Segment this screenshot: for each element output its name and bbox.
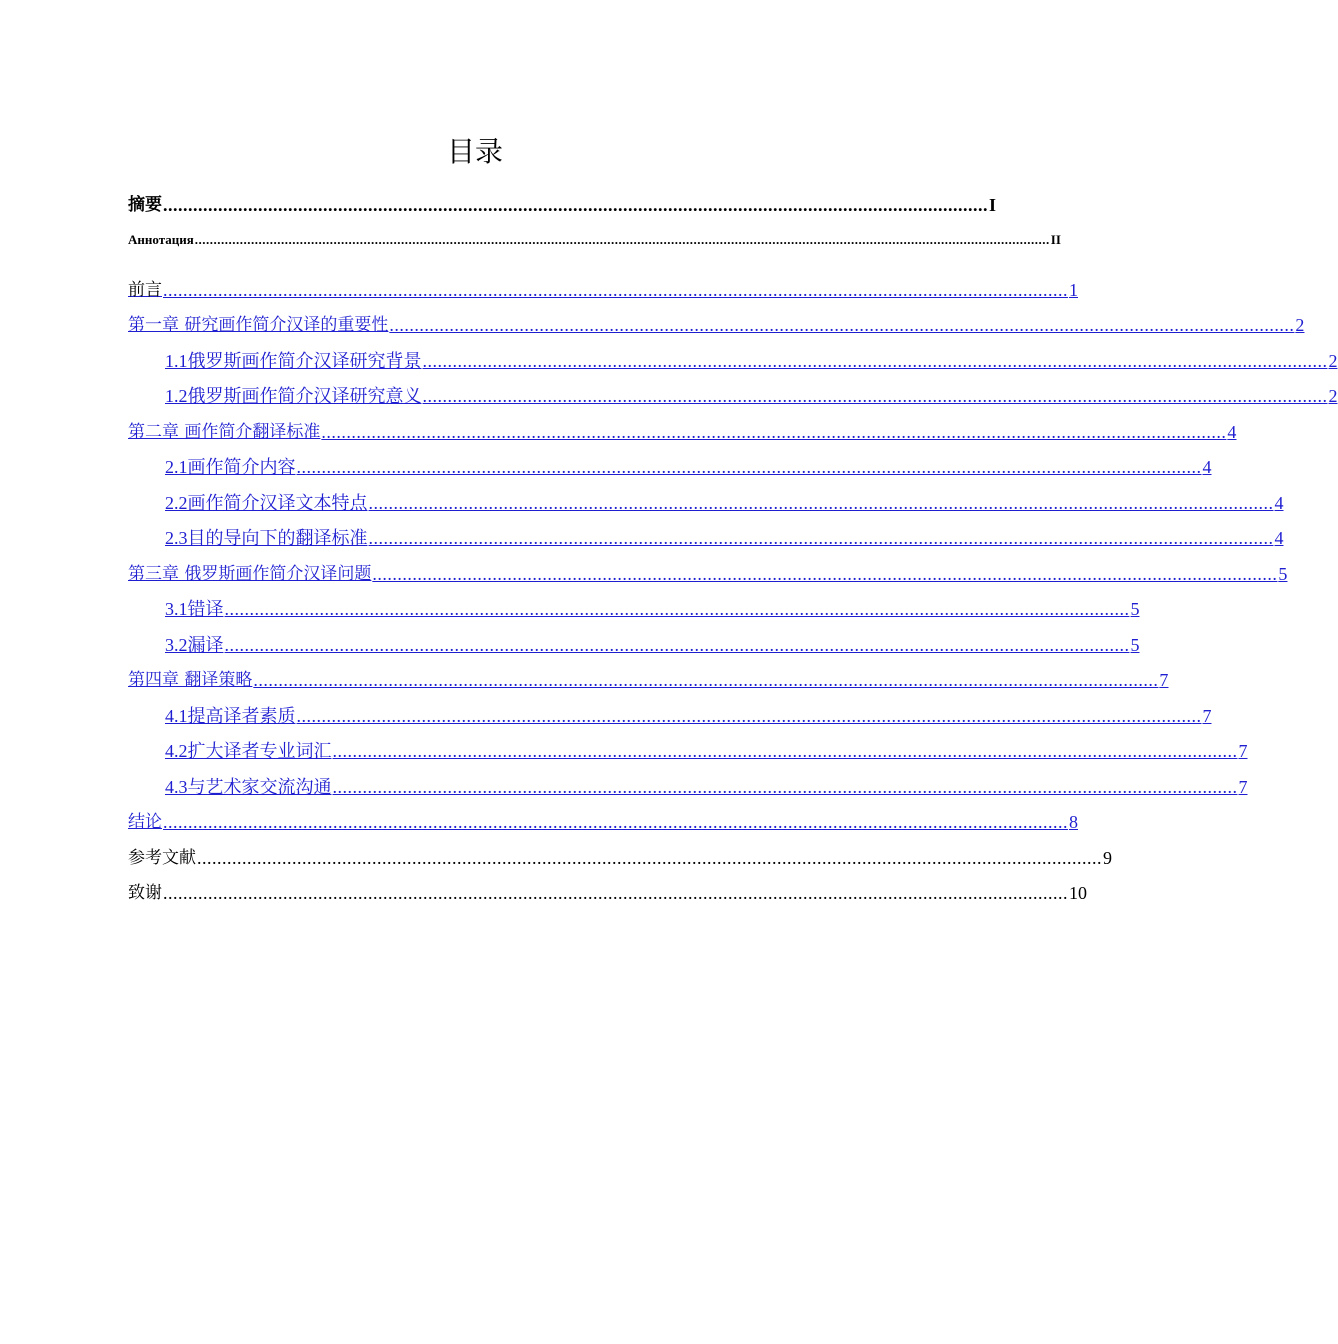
toc-leader: ..................................................................................................................................................................................... — [422, 386, 1328, 406]
toc-entry-label: 错译 — [187, 599, 224, 619]
toc-page-number: 2 — [1328, 386, 1338, 406]
toc-entry-preface[interactable] — [128, 275, 1078, 301]
toc-leader: ..................................................................................................................................................................................... — [197, 848, 1102, 868]
toc-page-number: 4 — [1202, 457, 1212, 477]
toc-page-number: 7 — [1238, 777, 1248, 797]
toc-leader: ..................................................................................................................................................................................... — [163, 883, 1068, 903]
toc-entry-label: 提高译者素质 — [187, 706, 296, 726]
toc-entry-conclusion[interactable] — [128, 807, 1078, 833]
toc-entry-label: 目的导向下的翻译标准 — [187, 528, 368, 548]
toc-entry-label: 参考文献 — [128, 848, 196, 868]
toc-leader: ..................................................................................................................................................................................... — [422, 351, 1328, 371]
toc-entry-section-1-1[interactable] — [165, 346, 1338, 372]
toc-page-number: II — [1050, 232, 1061, 247]
toc-entry-number: 2.2 — [165, 493, 188, 513]
toc-leader: ..................................................................................................................................................................................... — [321, 422, 1227, 442]
toc-leader: ..................................................................................................................................................................................... — [389, 315, 1295, 335]
toc-page-number: 9 — [1103, 848, 1112, 868]
toc-entry-chapter-1[interactable] — [128, 310, 1305, 336]
toc-entry-label: 结论 — [128, 812, 162, 832]
toc-entry-label: 前言 — [128, 280, 162, 300]
toc-entry-label: 扩大译者专业词汇 — [187, 741, 332, 761]
toc-leader: ..................................................................................................................................................................................... — [253, 670, 1159, 690]
toc-title: 目录 — [446, 135, 503, 168]
toc-entry-label: 第三章 俄罗斯画作简介汉译问题 — [128, 564, 372, 584]
toc-leader: ..................................................................................................................................................................................... — [296, 457, 1202, 477]
toc-page-number: 4 — [1274, 493, 1284, 513]
toc-page-number: 2 — [1328, 351, 1338, 371]
toc-page-number: 7 — [1159, 670, 1169, 690]
toc-entry-section-4-1[interactable] — [165, 701, 1212, 727]
toc-leader: ..................................................................................................................................................................................... — [368, 528, 1274, 548]
toc-leader: ..................................................................................................................................................................................... — [163, 280, 1068, 300]
toc-entry-section-2-3[interactable] — [165, 523, 1284, 549]
toc-entry-number: 1.1 — [165, 351, 188, 371]
toc-entry-label: 漏译 — [187, 635, 224, 655]
toc-entry-number: 2.1 — [165, 457, 188, 477]
toc-entry-label: Аннотация — [128, 232, 194, 247]
toc-entry-section-1-2[interactable] — [165, 381, 1338, 407]
toc-page-number: 5 — [1130, 599, 1140, 619]
toc-entry-label: 摘要 — [128, 195, 162, 215]
toc-leader: ..................................................................................................................................................................................... — [372, 564, 1278, 584]
toc-entry-number: 3.1 — [165, 599, 188, 619]
toc-page-number: 5 — [1278, 564, 1288, 584]
toc-leader: ..................................................................................................................................................................................... — [296, 706, 1202, 726]
toc-page-number: 5 — [1130, 635, 1140, 655]
toc-entry-annotation[interactable] — [128, 225, 1061, 251]
toc-entry-label: 俄罗斯画作简介汉译研究背景 — [187, 351, 422, 371]
toc-entry-label: 致谢 — [128, 883, 162, 903]
toc-leader: .................................................................................................................................................................................................................................... — [194, 232, 1050, 247]
toc-leader: ..................................................................................................................................................................................... — [224, 635, 1130, 655]
toc-page-number: 1 — [1069, 280, 1078, 300]
toc-entry-number: 3.2 — [165, 635, 188, 655]
toc-entry-label: 与艺术家交流沟通 — [187, 777, 332, 797]
toc-entry-section-2-1[interactable] — [165, 452, 1212, 478]
toc-entry-number: 4.3 — [165, 777, 188, 797]
toc-entry-number: 4.1 — [165, 706, 188, 726]
toc-entry-number: 1.2 — [165, 386, 188, 406]
toc-entry-abstract[interactable] — [128, 190, 997, 216]
toc-entry-section-3-2[interactable] — [165, 630, 1140, 656]
toc-entry-chapter-4[interactable] — [128, 665, 1169, 691]
toc-leader: ..................................................................................................................................................................................... — [368, 493, 1274, 513]
toc-entry-acknowledgements[interactable] — [128, 878, 1087, 904]
toc-entry-number: 4.2 — [165, 741, 188, 761]
toc-leader: ..................................................................................................................................................................................... — [163, 812, 1068, 832]
toc-page-number: 4 — [1227, 422, 1237, 442]
toc-entry-chapter-2[interactable] — [128, 417, 1237, 443]
toc-page-number: 10 — [1069, 883, 1087, 903]
toc-entry-section-4-3[interactable] — [165, 772, 1248, 798]
toc-entry-chapter-3[interactable] — [128, 559, 1288, 585]
toc-page-number: 7 — [1238, 741, 1248, 761]
toc-page-number: 4 — [1274, 528, 1284, 548]
toc-entry-section-2-2[interactable] — [165, 488, 1284, 514]
toc-leader: ..................................................................................................................................................................................... — [332, 777, 1238, 797]
toc-entry-label: 俄罗斯画作简介汉译研究意义 — [187, 386, 422, 406]
toc-entry-label: 画作简介汉译文本特点 — [187, 493, 368, 513]
toc-page-number: I — [989, 195, 997, 215]
toc-entry-number: 2.3 — [165, 528, 188, 548]
toc-leader: ..................................................................................................................................................................... — [163, 195, 988, 215]
toc-entry-label: 第二章 画作简介翻译标准 — [128, 422, 321, 442]
toc-page-number: 7 — [1202, 706, 1212, 726]
toc-entry-label: 第一章 研究画作简介汉译的重要性 — [128, 315, 389, 335]
toc-entry-section-3-1[interactable] — [165, 594, 1140, 620]
toc-entry-label: 第四章 翻译策略 — [128, 670, 253, 690]
toc-page-number: 2 — [1295, 315, 1305, 335]
toc-entry-section-4-2[interactable] — [165, 736, 1248, 762]
toc-entry-label: 画作简介内容 — [187, 457, 296, 477]
toc-leader: ..................................................................................................................................................................................... — [224, 599, 1130, 619]
toc-page-number: 8 — [1069, 812, 1078, 832]
toc-entry-references[interactable] — [128, 843, 1112, 869]
toc-leader: ..................................................................................................................................................................................... — [332, 741, 1238, 761]
